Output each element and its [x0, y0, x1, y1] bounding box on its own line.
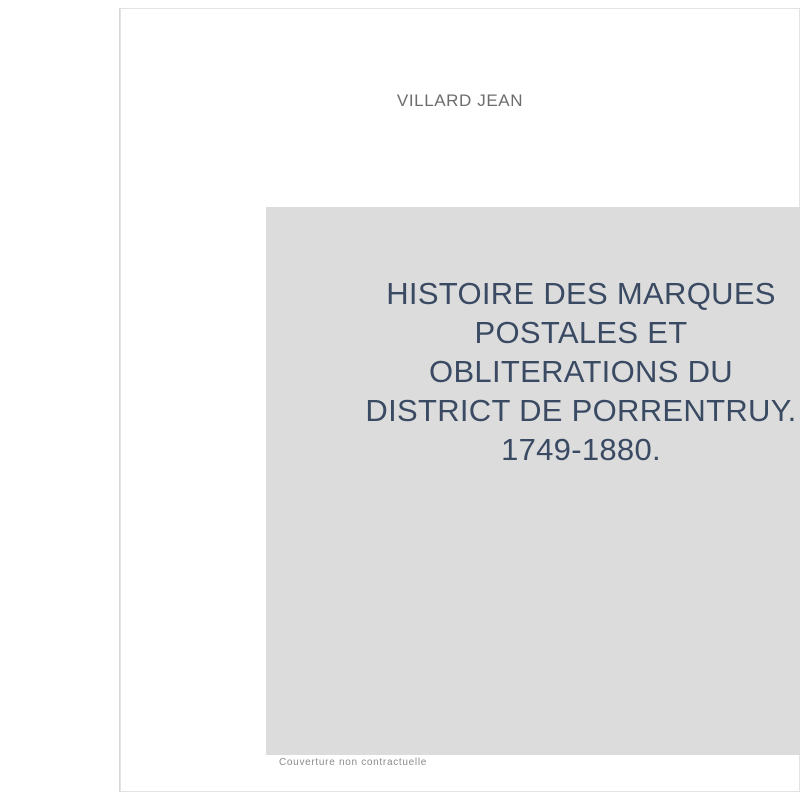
title-line-1: HISTOIRE DES MARQUES [386, 276, 776, 311]
cover-disclaimer: Couverture non contractuelle [279, 757, 428, 768]
cover-sheet [120, 8, 800, 792]
book-title [271, 274, 800, 469]
title-line-5: 1749-1880. [501, 432, 661, 467]
title-line-4: DISTRICT DE PORRENTRUY. [365, 393, 797, 428]
author-name: VILLARD JEAN [396, 91, 524, 110]
title-line-2: POSTALES ET [474, 315, 688, 350]
title-line-3: OBLITERATIONS DU [429, 354, 733, 389]
